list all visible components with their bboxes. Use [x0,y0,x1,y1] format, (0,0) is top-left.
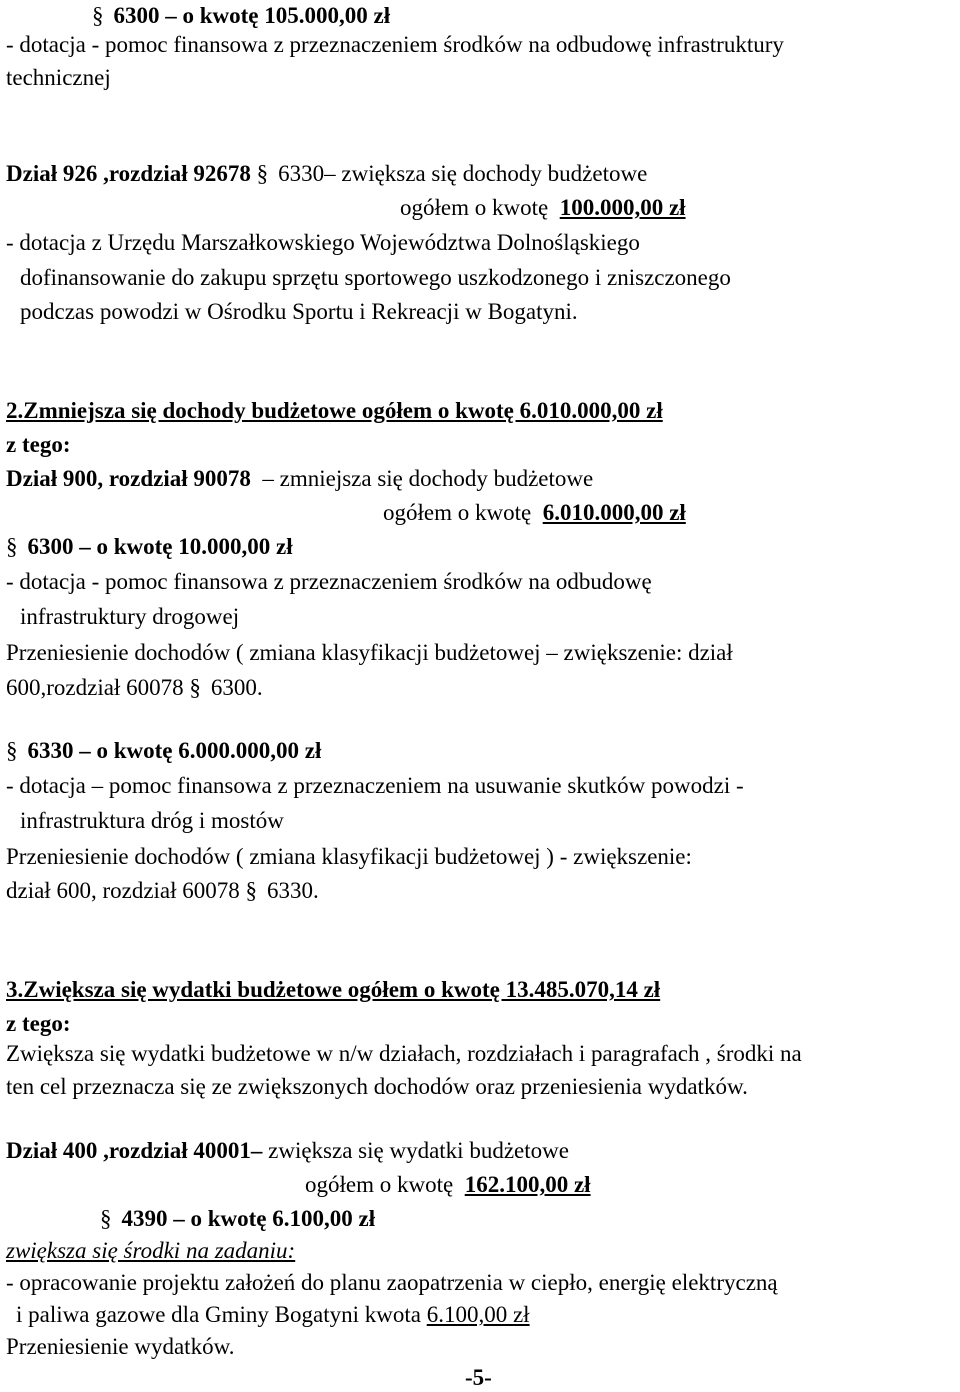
section2-transfer-2-tail: 6300. [210,675,263,700]
section3-para-2: ten cel przeznacza się ze zwiększonych dochodów oraz przeniesienia wydatków. [6,1074,748,1099]
section2-item-6300 [6,533,293,561]
section3-task-label: zwiększa się środki na zadaniu: [6,1238,296,1263]
section2-total-label: ogółem o kwotę [383,500,532,525]
section2-desc-2: infrastruktury drogowej [20,604,240,629]
section2-desc-1: - dotacja - pomoc finansowa z przeznaczeniem środków na odbudowę [6,569,652,594]
section3-total-amount: 162.100,00 zł [464,1172,591,1197]
section3-task-2 [16,1301,530,1329]
section2-transfer-4-text: dział 600, rozdział 60078 [6,878,240,903]
section2-item-6330-text: 6330 – o kwotę 6.000.000,00 zł [27,738,322,763]
section-symbol: § [6,738,18,763]
section3-total-label: ogółem o kwotę [305,1172,454,1197]
section3-item-4390-text: 4390 – o kwotę 6.100,00 zł [121,1206,376,1231]
section2-z-tego: z tego: [6,432,71,457]
item-6300-amount: 6300 – o kwotę 105.000,00 zł [113,3,391,28]
block2-total [400,194,686,222]
block2-total-amount: 100.000,00 zł [559,195,686,220]
section-symbol: § [6,534,18,559]
section3-z-tego: z tego: [6,1011,71,1036]
section3-task-2-amount: 6.100,00 zł [426,1302,530,1327]
section3-heading: 3.Zwiększa się wydatki budżetowe ogółem o kwotę 13.485.070,14 zł [6,977,661,1002]
page-number: -5- [465,1365,492,1390]
section-symbol: § [256,161,269,186]
section2-transfer-4 [6,877,319,905]
section2-dzial-rest: – zmniejsza się dochody budżetowe [262,466,594,491]
section3-task-2-prefix: i paliwa gazowe dla Gminy Bogatyni kwota [16,1302,421,1327]
section-symbol: § [189,675,201,700]
section2-total [383,499,686,527]
section2-transfer-2 [6,674,263,702]
section2-item-6330 [6,737,321,765]
section2-transfer-1: Przeniesienie dochodów ( zmiana klasyfikacji budżetowej – zwiększenie: dział [6,640,733,665]
section3-task-1: - opracowanie projektu założeń do planu zaopatrzenia w ciepło, energię elektryczną [6,1270,778,1295]
section3-dzial-rest: zwiększa się wydatki budżetowe [268,1138,569,1163]
block2-desc-3: podczas powodzi w Ośrodku Sportu i Rekreacji w Bogatyni. [20,299,578,324]
section3-dzial [6,1137,569,1165]
block2-dzial: Dział 926 ,rozdział 92678 [6,161,251,186]
section2-dzial-bold: Dział 900, rozdział 90078 [6,466,251,491]
block1-desc-2: technicznej [6,65,111,90]
section3-transfer: Przeniesienie wydatków. [6,1334,235,1359]
section3-dzial-bold: Dział 400 ,rozdział 40001– [6,1138,263,1163]
block2-desc-1: - dotacja z Urzędu Marszałkowskiego Województwa Dolnośląskiego [6,230,640,255]
section3-total [305,1171,591,1199]
section-symbol: § [100,1206,112,1231]
block2-header-tail: 6330– zwiększa się dochody budżetowe [278,161,648,186]
section2-desc-3: - dotacja – pomoc finansowa z przeznaczeniem na usuwanie skutków powodzi - [6,773,744,798]
section2-transfer-2-text: 600,rozdział 60078 [6,675,184,700]
section-symbol: § [92,3,104,28]
section2-desc-4: infrastruktura dróg i mostów [20,808,284,833]
block1-desc-1: - dotacja - pomoc finansowa z przeznaczeniem środków na odbudowę infrastruktury [6,32,784,57]
section3-para-1: Zwiększa się wydatki budżetowe w n/w działach, rozdziałach i paragrafach , środki na [6,1041,802,1066]
section2-item-6300-text: 6300 – o kwotę 10.000,00 zł [27,534,293,559]
section2-dzial [6,465,593,493]
block2-total-label: ogółem o kwotę [400,195,549,220]
section2-transfer-4-tail: 6330. [267,878,319,903]
section-symbol: § [245,878,258,903]
section2-heading: 2.Zmniejsza się dochody budżetowe ogółem o kwotę 6.010.000,00 zł [6,398,663,423]
section2-total-amount: 6.010.000,00 zł [542,500,686,525]
block2-desc-2: dofinansowanie do zakupu sprzętu sportowego uszkodzonego i zniszczonego [20,265,731,290]
section2-transfer-3: Przeniesienie dochodów ( zmiana klasyfikacji budżetowej ) - zwiększenie: [6,844,692,869]
block2-header [6,160,647,188]
section3-item-4390 [100,1205,375,1233]
item-6300-line [92,2,390,30]
